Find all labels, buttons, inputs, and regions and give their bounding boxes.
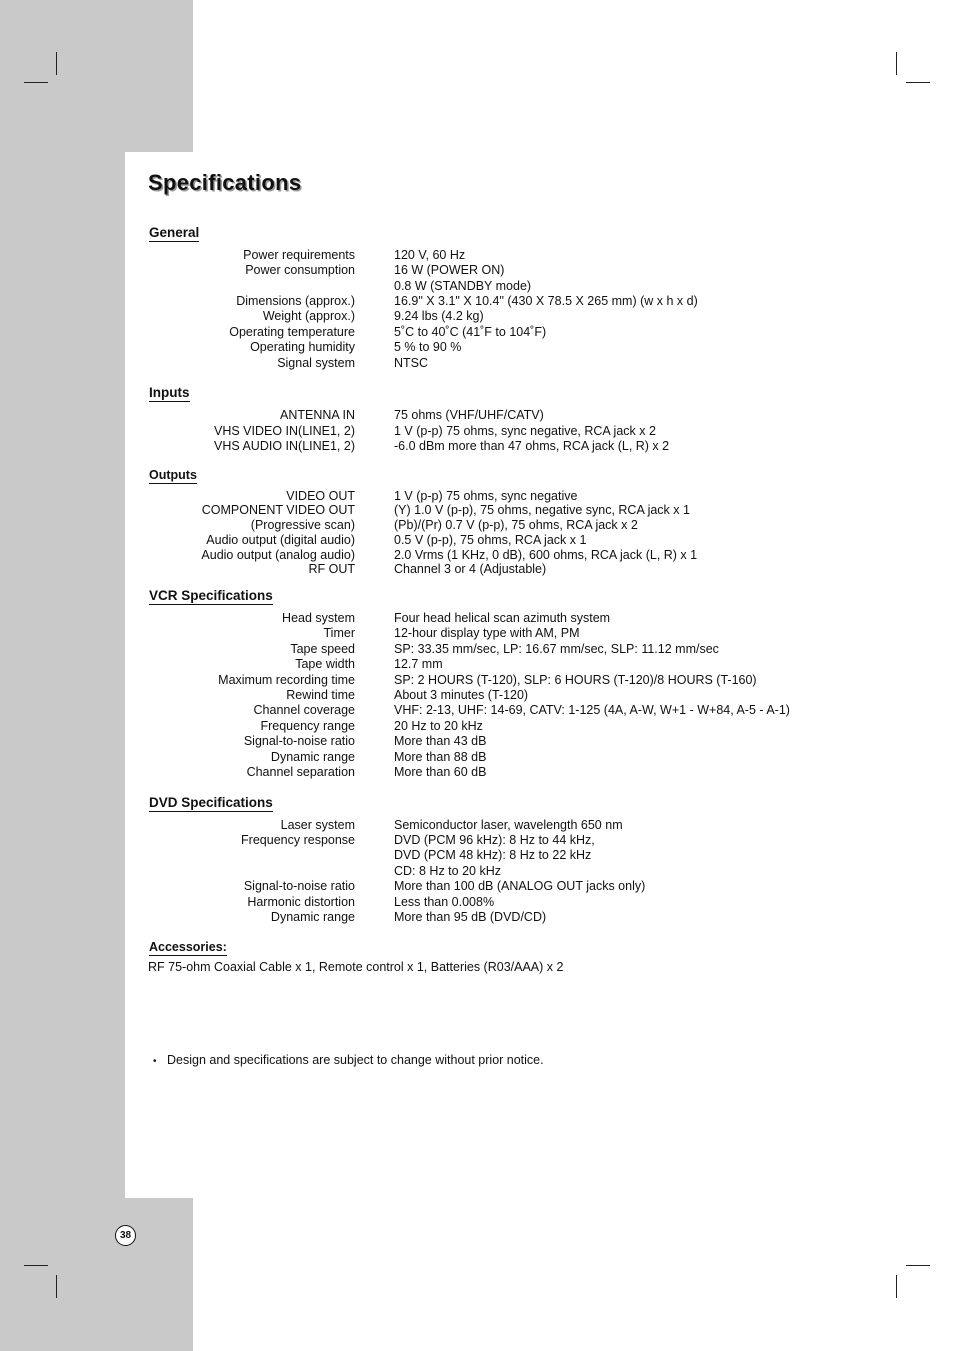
crop-mark bbox=[896, 52, 897, 75]
spec-label: Dynamic range bbox=[270, 910, 355, 924]
spec-row bbox=[0, 863, 954, 879]
spec-row bbox=[0, 438, 954, 454]
disclaimer-note bbox=[153, 1053, 544, 1067]
spec-label: Dimensions (approx.) bbox=[236, 294, 355, 308]
spec-value: 2.0 Vrms (1 KHz, 0 dB), 600 ohms, RCA jack (L, R) x 1 bbox=[394, 548, 698, 562]
spec-value: Semiconductor laser, wavelength 650 nm bbox=[394, 818, 623, 832]
page-margin-band bbox=[0, 1198, 193, 1351]
spec-label: Maximum recording time bbox=[218, 673, 355, 687]
spec-label: VHS AUDIO IN(LINE1, 2) bbox=[213, 439, 355, 453]
spec-label: Signal-to-noise ratio bbox=[243, 879, 355, 893]
spec-row bbox=[0, 764, 954, 780]
crop-mark bbox=[896, 1275, 897, 1298]
spec-label: Power requirements bbox=[243, 248, 355, 262]
crop-mark bbox=[24, 82, 48, 83]
spec-value: -6.0 dBm more than 47 ohms, RCA jack (L, R) x 2 bbox=[394, 439, 670, 453]
spec-row bbox=[0, 832, 954, 848]
spec-label: Power consumption bbox=[245, 263, 355, 277]
spec-row bbox=[0, 733, 954, 749]
spec-value: Channel 3 or 4 (Adjustable) bbox=[394, 562, 547, 576]
section-heading-outputs: Outputs bbox=[149, 468, 197, 482]
spec-row bbox=[0, 293, 954, 309]
spec-value: 0.8 W (STANDBY mode) bbox=[394, 279, 532, 293]
spec-label: Timer bbox=[323, 626, 355, 640]
spec-value: 1 V (p-p) 75 ohms, sync negative, RCA jack x 2 bbox=[394, 424, 656, 438]
spec-value: More than 43 dB bbox=[394, 734, 487, 748]
spec-row bbox=[0, 687, 954, 703]
spec-label: Channel coverage bbox=[253, 703, 355, 717]
spec-row bbox=[0, 625, 954, 641]
spec-value: More than 100 dB (ANALOG OUT jacks only) bbox=[394, 879, 646, 893]
spec-value: CD: 8 Hz to 20 kHz bbox=[394, 864, 501, 878]
spec-row bbox=[0, 324, 954, 340]
section-heading-dvd: DVD Specifications bbox=[149, 795, 273, 810]
spec-label: VHS VIDEO IN(LINE1, 2) bbox=[213, 424, 355, 438]
spec-value: 16 W (POWER ON) bbox=[394, 263, 505, 277]
spec-label: ANTENNA IN bbox=[279, 408, 355, 422]
spec-row bbox=[0, 308, 954, 324]
spec-label: Operating humidity bbox=[250, 340, 355, 354]
spec-value: 5 % to 90 % bbox=[394, 340, 462, 354]
spec-row bbox=[0, 278, 954, 294]
spec-label: Rewind time bbox=[286, 688, 355, 702]
spec-label: Weight (approx.) bbox=[262, 309, 355, 323]
spec-value: More than 60 dB bbox=[394, 765, 487, 779]
spec-row bbox=[0, 656, 954, 672]
crop-mark bbox=[56, 52, 57, 75]
spec-row bbox=[0, 247, 954, 263]
spec-label: Head system bbox=[282, 611, 355, 625]
spec-label: Laser system bbox=[280, 818, 355, 832]
spec-value: Less than 0.008% bbox=[394, 895, 495, 909]
spec-label: Frequency response bbox=[241, 833, 355, 847]
spec-value: SP: 33.35 mm/sec, LP: 16.67 mm/sec, SLP: 11.12 mm/sec bbox=[394, 642, 719, 656]
page-margin-band bbox=[0, 0, 193, 152]
spec-row bbox=[0, 894, 954, 910]
spec-row bbox=[0, 561, 954, 577]
spec-label: Tape speed bbox=[290, 642, 355, 656]
spec-label: (Progressive scan) bbox=[250, 518, 355, 532]
spec-label: Frequency range bbox=[260, 719, 355, 733]
spec-label: COMPONENT VIDEO OUT bbox=[201, 503, 355, 517]
spec-value: 0.5 V (p-p), 75 ohms, RCA jack x 1 bbox=[394, 533, 587, 547]
spec-row bbox=[0, 407, 954, 423]
spec-row bbox=[0, 749, 954, 765]
spec-value: NTSC bbox=[394, 356, 429, 370]
spec-row bbox=[0, 262, 954, 278]
spec-label: Dynamic range bbox=[270, 750, 355, 764]
spec-value: (Pb)/(Pr) 0.7 V (p-p), 75 ohms, RCA jack x 2 bbox=[394, 518, 638, 532]
spec-label: Operating temperature bbox=[229, 325, 355, 339]
spec-value: 1 V (p-p) 75 ohms, sync negative bbox=[394, 489, 578, 503]
spec-row bbox=[0, 847, 954, 863]
spec-value: SP: 2 HOURS (T-120), SLP: 6 HOURS (T-120)/8 HOURS (T-160) bbox=[394, 673, 757, 687]
spec-row bbox=[0, 909, 954, 925]
spec-value: VHF: 2-13, UHF: 14-69, CATV: 1-125 (4A, A-W, W+1 - W+84, A-5 - A-1) bbox=[394, 703, 790, 717]
disclaimer-text: Design and specifications are subject to change without prior notice. bbox=[167, 1053, 544, 1067]
spec-row bbox=[0, 641, 954, 657]
spec-value: 75 ohms (VHF/UHF/CATV) bbox=[394, 408, 544, 422]
spec-row bbox=[0, 672, 954, 688]
spec-row bbox=[0, 355, 954, 371]
spec-value: About 3 minutes (T-120) bbox=[394, 688, 529, 702]
spec-row bbox=[0, 702, 954, 718]
spec-row bbox=[0, 718, 954, 734]
spec-value: 20 Hz to 20 kHz bbox=[394, 719, 483, 733]
spec-value: DVD (PCM 96 kHz): 8 Hz to 44 kHz, bbox=[394, 833, 595, 847]
spec-value: (Y) 1.0 V (p-p), 75 ohms, negative sync, RCA jack x 1 bbox=[394, 503, 690, 517]
spec-row bbox=[0, 817, 954, 833]
spec-label: Harmonic distortion bbox=[247, 895, 355, 909]
spec-row bbox=[0, 339, 954, 355]
crop-mark bbox=[56, 1275, 57, 1298]
section-heading-vcr: VCR Specifications bbox=[149, 588, 273, 603]
spec-value: More than 95 dB (DVD/CD) bbox=[394, 910, 547, 924]
spec-value: 16.9" X 3.1" X 10.4" (430 X 78.5 X 265 mm) (w x h x d) bbox=[394, 294, 698, 308]
spec-row bbox=[0, 610, 954, 626]
spec-label: RF OUT bbox=[308, 562, 355, 576]
page-title: Specifications bbox=[148, 170, 302, 195]
spec-value: 5˚C to 40˚C (41˚F to 104˚F) bbox=[394, 325, 547, 339]
crop-mark bbox=[906, 82, 930, 83]
bullet-icon: • bbox=[153, 1056, 157, 1067]
spec-row bbox=[0, 517, 954, 533]
spec-label: Signal-to-noise ratio bbox=[243, 734, 355, 748]
spec-value: 120 V, 60 Hz bbox=[394, 248, 466, 262]
spec-label: Audio output (analog audio) bbox=[201, 548, 355, 562]
spec-value: 9.24 lbs (4.2 kg) bbox=[394, 309, 484, 323]
section-heading-inputs: Inputs bbox=[149, 385, 190, 400]
accessories-heading: Accessories: bbox=[149, 940, 227, 954]
accessories-text: RF 75-ohm Coaxial Cable x 1, Remote control x 1, Batteries (R03/AAA) x 2 bbox=[148, 960, 564, 974]
spec-row bbox=[0, 878, 954, 894]
spec-row bbox=[0, 502, 954, 518]
spec-value: Four head helical scan azimuth system bbox=[394, 611, 611, 625]
spec-label: Signal system bbox=[277, 356, 355, 370]
spec-value: DVD (PCM 48 kHz): 8 Hz to 22 kHz bbox=[394, 848, 592, 862]
spec-row bbox=[0, 423, 954, 439]
spec-value: More than 88 dB bbox=[394, 750, 487, 764]
page-number: 38 bbox=[115, 1225, 136, 1246]
spec-label: Tape width bbox=[295, 657, 355, 671]
section-heading-general: General bbox=[149, 225, 200, 240]
spec-value: 12-hour display type with AM, PM bbox=[394, 626, 580, 640]
spec-row bbox=[0, 532, 954, 548]
spec-label: VIDEO OUT bbox=[286, 489, 355, 503]
spec-value: 12.7 mm bbox=[394, 657, 443, 671]
spec-label: Audio output (digital audio) bbox=[206, 533, 355, 547]
crop-mark bbox=[906, 1265, 930, 1266]
spec-label: Channel separation bbox=[246, 765, 355, 779]
crop-mark bbox=[24, 1265, 48, 1266]
